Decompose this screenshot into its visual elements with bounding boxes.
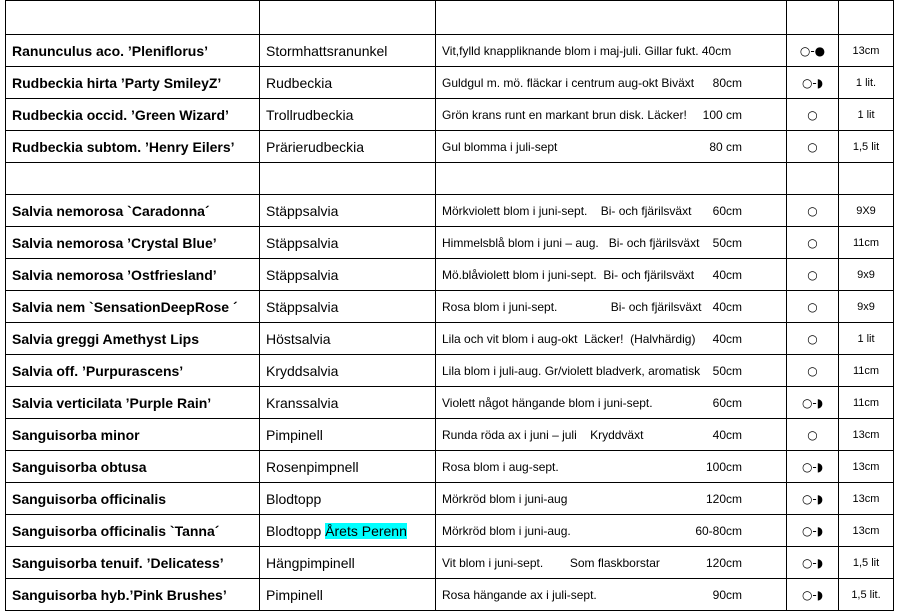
sun-exposure-icon: ○-◗	[787, 547, 839, 579]
latin-name-cell: Sanguisorba hyb.’Pink Brushes’	[6, 579, 260, 611]
table-row	[6, 227, 894, 259]
table-row	[6, 483, 894, 515]
swedish-name-cell	[260, 1, 436, 35]
description-cell	[436, 99, 787, 131]
description-text: Vit blom i juni-sept. Som flaskborstar	[442, 555, 660, 570]
plant-height: 40cm	[712, 331, 742, 346]
swedish-name: Trollrudbeckia	[266, 106, 354, 123]
swedish-name-cell	[260, 195, 436, 227]
swedish-name: Blodtopp	[266, 522, 322, 539]
sun-exposure-icon: ○-◗	[787, 483, 839, 515]
sun-exposure-icon: ○-◗	[787, 387, 839, 419]
plant-height: 50cm	[712, 235, 742, 250]
description-cell	[436, 35, 787, 67]
pot-size-cell: 1 lit.	[839, 67, 894, 99]
plant-height: 40cm	[712, 427, 742, 442]
description-cell	[436, 227, 787, 259]
swedish-name: Stäppsalvia	[266, 298, 339, 315]
pot-size-cell: 9X9	[839, 195, 894, 227]
swedish-name-cell	[260, 99, 436, 131]
description-cell	[436, 323, 787, 355]
description-text: Mörkröd blom i juni-aug	[442, 491, 568, 506]
description-cell	[436, 131, 787, 163]
swedish-name: Stäppsalvia	[266, 266, 339, 283]
swedish-name-cell	[260, 419, 436, 451]
sun-exposure-icon: ○	[787, 99, 839, 131]
table-row	[6, 195, 894, 227]
swedish-name-cell	[260, 259, 436, 291]
swedish-name: Höstsalvia	[266, 330, 331, 347]
sun-exposure-icon: ○-◗	[787, 515, 839, 547]
latin-name-cell: Salvia verticilata ’Purple Rain’	[6, 387, 260, 419]
latin-name-cell: Sanguisorba officinalis `Tanna´	[6, 515, 260, 547]
swedish-name: Kryddsalvia	[266, 362, 339, 379]
table-row	[6, 579, 894, 611]
description-text: Rosa blom i juni-sept. Bi- och fjärilsväxt	[442, 299, 702, 314]
swedish-name-cell	[260, 451, 436, 483]
table-row	[6, 419, 894, 451]
sun-exposure-icon	[787, 1, 839, 35]
description-cell	[436, 579, 787, 611]
pot-size-cell: 13cm	[839, 35, 894, 67]
sun-exposure-icon: ○-●	[787, 35, 839, 67]
latin-name-cell: Salvia nemorosa ’Ostfriesland’	[6, 259, 260, 291]
description-cell	[436, 387, 787, 419]
latin-name-cell: Sanguisorba obtusa	[6, 451, 260, 483]
pot-size-cell: 13cm	[839, 515, 894, 547]
plant-height: 60-80cm	[695, 523, 742, 538]
sun-exposure-icon: ○-◗	[787, 579, 839, 611]
plant-table-body	[6, 1, 894, 611]
highlight-badge: Årets Perenn	[325, 522, 407, 539]
table-row	[6, 547, 894, 579]
pot-size-cell	[839, 163, 894, 195]
latin-name-cell: Sanguisorba tenuif. ’Delicatess’	[6, 547, 260, 579]
plant-height: 50cm	[712, 363, 742, 378]
plant-table	[5, 0, 894, 611]
plant-height: 80cm	[712, 75, 742, 90]
description-cell	[436, 291, 787, 323]
sun-exposure-icon: ○	[787, 323, 839, 355]
description-text: Lila blom i juli-aug. Gr/violett bladverk, aromatisk	[442, 363, 701, 378]
description-text: Rosa hängande ax i juli-sept.	[442, 587, 597, 602]
table-row	[6, 131, 894, 163]
latin-name-cell	[6, 1, 260, 35]
plant-height: 80 cm	[709, 139, 742, 154]
description-text: Guldgul m. mö. fläckar i centrum aug-okt Biväxt	[442, 75, 695, 90]
description-cell	[436, 67, 787, 99]
pot-size-cell: 13cm	[839, 419, 894, 451]
swedish-name-cell	[260, 163, 436, 195]
swedish-name: Pimpinell	[266, 426, 323, 443]
swedish-name-cell	[260, 515, 436, 547]
swedish-name-cell	[260, 547, 436, 579]
latin-name-cell: Ranunculus aco. ’Pleniflorus’	[6, 35, 260, 67]
description-cell	[436, 515, 787, 547]
description-text: Gul blomma i juli-sept	[442, 139, 558, 154]
swedish-name-cell	[260, 323, 436, 355]
description-cell	[436, 163, 787, 195]
table-row	[6, 259, 894, 291]
latin-name-cell: Salvia off. ’Purpurascens’	[6, 355, 260, 387]
pot-size-cell: 9x9	[839, 291, 894, 323]
description-text: Vit,fylld knappliknande blom i maj-juli. Gillar fukt. 40cm	[442, 43, 732, 58]
description-cell	[436, 547, 787, 579]
sun-exposure-icon: ○	[787, 195, 839, 227]
plant-height: 60cm	[712, 395, 742, 410]
latin-name-cell: Sanguisorba minor	[6, 419, 260, 451]
pot-size-cell: 11cm	[839, 355, 894, 387]
swedish-name-cell	[260, 291, 436, 323]
description-cell	[436, 195, 787, 227]
description-text: Mörkviolett blom i juni-sept. Bi- och fjärilsväxt	[442, 203, 692, 218]
table-row	[6, 35, 894, 67]
latin-name-cell: Rudbeckia subtom. ’Henry Eilers’	[6, 131, 260, 163]
swedish-name-cell	[260, 387, 436, 419]
description-text: Rosa blom i aug-sept.	[442, 459, 559, 474]
description-cell	[436, 355, 787, 387]
description-text: Grön krans runt en markant brun disk. Läcker!	[442, 107, 687, 122]
plant-height: 120cm	[705, 491, 742, 506]
plant-height: 100cm	[705, 459, 742, 474]
description-text: Mö.blåviolett blom i juni-sept. Bi- och fjärilsväxt	[442, 267, 695, 282]
plant-height: 40cm	[712, 299, 742, 314]
swedish-name-cell	[260, 131, 436, 163]
latin-name-cell: Rudbeckia occid. ’Green Wizard’	[6, 99, 260, 131]
description-text: Runda röda ax i juni – juli Kryddväxt	[442, 427, 644, 442]
swedish-name-cell	[260, 227, 436, 259]
swedish-name: Stormhattsranunkel	[266, 42, 388, 59]
plant-height: 60cm	[712, 203, 742, 218]
table-row	[6, 291, 894, 323]
latin-name-cell: Salvia greggi Amethyst Lips	[6, 323, 260, 355]
swedish-name-cell	[260, 67, 436, 99]
latin-name-cell: Sanguisorba officinalis	[6, 483, 260, 515]
sun-exposure-icon: ○	[787, 131, 839, 163]
sun-exposure-icon: ○-◗	[787, 451, 839, 483]
table-row	[6, 99, 894, 131]
description-text: Himmelsblå blom i juni – aug. Bi- och fjärilsväxt	[442, 235, 700, 250]
latin-name-cell	[6, 163, 260, 195]
description-cell	[436, 259, 787, 291]
swedish-name: Hängpimpinell	[266, 554, 355, 571]
pot-size-cell: 9x9	[839, 259, 894, 291]
swedish-name: Rosenpimpnell	[266, 458, 359, 475]
swedish-name-cell	[260, 35, 436, 67]
sun-exposure-icon	[787, 163, 839, 195]
description-cell	[436, 451, 787, 483]
pot-size-cell: 1,5 lit	[839, 547, 894, 579]
sun-exposure-icon: ○	[787, 291, 839, 323]
description-text: Lila och vit blom i aug-okt Läcker! (Halvhärdig)	[442, 331, 696, 346]
table-row	[6, 355, 894, 387]
swedish-name: Kranssalvia	[266, 394, 339, 411]
description-text: Mörkröd blom i juni-aug.	[442, 523, 571, 538]
sun-exposure-icon: ○-◗	[787, 67, 839, 99]
table-row	[6, 323, 894, 355]
latin-name-cell: Salvia nemorosa `Caradonna´	[6, 195, 260, 227]
swedish-name: Rudbeckia	[266, 74, 333, 91]
swedish-name: Blodtopp	[266, 490, 322, 507]
sun-exposure-icon: ○	[787, 419, 839, 451]
description-cell	[436, 1, 787, 35]
plant-height: 100 cm	[702, 107, 742, 122]
table-row	[6, 451, 894, 483]
plant-height: 40cm	[712, 267, 742, 282]
description-text: Violett något hängande blom i juni-sept.	[442, 395, 653, 410]
swedish-name: Pimpinell	[266, 586, 323, 603]
pot-size-cell: 11cm	[839, 387, 894, 419]
latin-name-cell: Salvia nem `SensationDeepRose ´	[6, 291, 260, 323]
latin-name-cell: Rudbeckia hirta ’Party SmileyZ’	[6, 67, 260, 99]
table-row	[6, 1, 894, 35]
swedish-name-cell	[260, 355, 436, 387]
pot-size-cell: 1,5 lit.	[839, 579, 894, 611]
sun-exposure-icon: ○	[787, 259, 839, 291]
pot-size-cell: 1,5 lit	[839, 131, 894, 163]
swedish-name: Prärierudbeckia	[266, 138, 365, 155]
plant-height: 90cm	[712, 587, 742, 602]
sun-exposure-icon: ○	[787, 227, 839, 259]
pot-size-cell: 13cm	[839, 451, 894, 483]
pot-size-cell: 1 lit	[839, 99, 894, 131]
table-row	[6, 515, 894, 547]
swedish-name: Stäppsalvia	[266, 234, 339, 251]
pot-size-cell	[839, 1, 894, 35]
description-cell	[436, 483, 787, 515]
table-row	[6, 67, 894, 99]
table-row	[6, 387, 894, 419]
pot-size-cell: 1 lit	[839, 323, 894, 355]
plant-height: 120cm	[705, 555, 742, 570]
swedish-name-cell	[260, 483, 436, 515]
sun-exposure-icon: ○	[787, 355, 839, 387]
swedish-name-cell	[260, 579, 436, 611]
table-row	[6, 163, 894, 195]
pot-size-cell: 11cm	[839, 227, 894, 259]
description-cell	[436, 419, 787, 451]
pot-size-cell: 13cm	[839, 483, 894, 515]
latin-name-cell: Salvia nemorosa ’Crystal Blue’	[6, 227, 260, 259]
swedish-name: Stäppsalvia	[266, 202, 339, 219]
